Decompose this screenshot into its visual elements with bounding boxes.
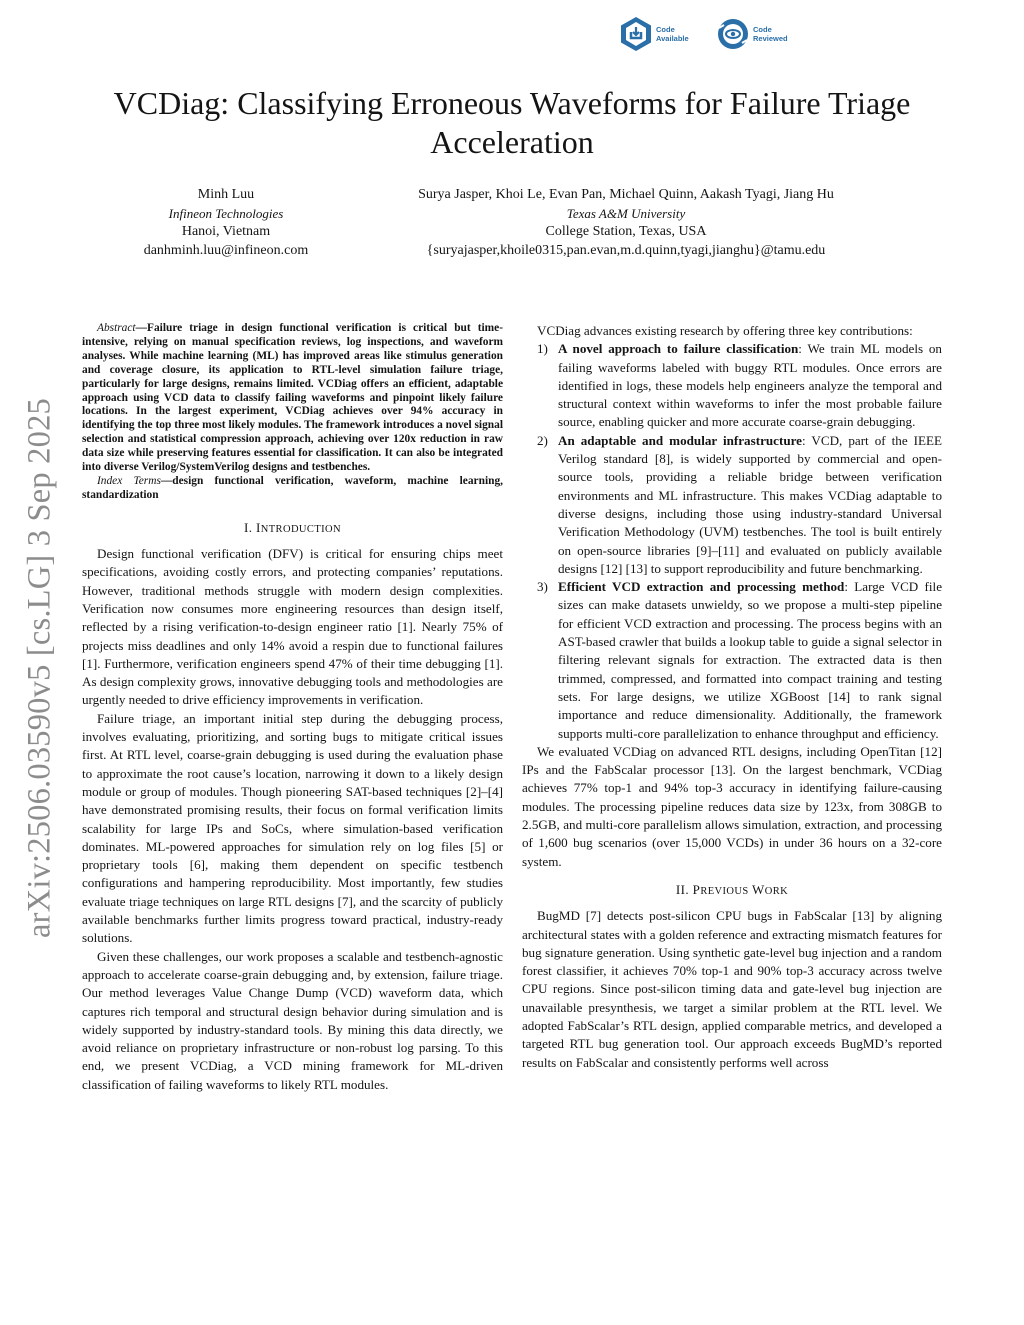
code-available-badge[interactable]	[619, 16, 689, 52]
author-block-1	[128, 186, 324, 260]
section-heading-previous-work: II. PREVIOUS WORK	[675, 881, 789, 897]
author-email[interactable]: danhminh.luu@infineon.com	[143, 242, 309, 258]
right-column	[522, 322, 942, 1072]
author-location: Hanoi, Vietnam	[181, 224, 271, 240]
index-terms-text: —design functional verification, waveform, machine learning, standardization	[82, 474, 503, 501]
code-available-icon	[619, 16, 653, 52]
section-heading-introduction: I. INTRODUCTION	[243, 519, 341, 535]
previous-work-paragraph: BugMD [7] detects post-silicon CPU bugs in FabScalar [13] by aligning architectural states with a golden reference and extracting mismatch features for bug signature generation. Using synthetic gate-level bug injection and a random forest classifier, it achieves 70% top-1 and 90% top-3 accuracy across twelve CPU regions. Since post-silicon timing data and gate-level bug injection are unavailable presynthesis, we target a similar problem at the RTL level. We adopted FabScalar’s RTL design, applied comparable metrics, and developed a targeted RTL bug generation tool. Our approach exceeds BugMD’s reported results on FabScalar and consistently performs well across	[522, 908, 942, 1070]
left-column	[82, 322, 503, 1094]
evaluation-paragraph: We evaluated VCDiag on advanced RTL designs, including OpenTitan [12] IPs and the FabScalar processor [13]. On the largest benchmark, VCDiag achieves 77% top-1 and 94% top-3 accuracy in identifying failure-causing modules. The processing pipeline reduces data size by 123x, from 308GB to 2.5GB, and multi-core parallelism allows simulation, extraction, and processing of 1,600 bug scenarios (over 15,000 VCDs) in under 36 hours on a 32-core system.	[522, 743, 942, 869]
index-terms-label: Index Terms	[97, 474, 161, 487]
author-name: Surya Jasper, Khoi Le, Evan Pan, Michael Quinn, Aakash Tyagi, Jiang Hu	[418, 187, 834, 202]
arxiv-identifier: arXiv:2506.03590v5 [cs.LG] 3 Sep 2025	[21, 398, 58, 938]
author-name: Minh Luu	[197, 187, 255, 202]
contribution-item: 1) A novel approach to failure classification: We train ML models on failing waveforms labeled with buggy RTL modules. Once errors are identified in logs, these models help engineers analyze the temporal and structural context within waveforms to infer the most probable failure source, enabling quicker and more accurate coarse-grain debugging.	[537, 341, 942, 430]
paper-title: VCDiag: Classifying Erroneous Waveforms for Failure Triage Acceleration	[113, 85, 911, 160]
author-email[interactable]: {suryajasper,khoile0315,pan.evan,m.d.quinn,tyagi,jianghu}@tamu.edu	[426, 242, 826, 258]
contributions-list	[522, 340, 942, 743]
intro-paragraph-1: Design functional verification (DFV) is critical for ensuring chips meet specifications, avoiding costly errors, and protecting companies’ reputations. However, traditional methods struggle with modern design complexities. Verification now consumes more engineering resources than design itself, reflected by a rising verification-to-design engineer ratio [1]. Nearly 75% of projects miss deadlines and only 14% avoid a respin due to functional failures [1]. Furthermore, verification engineers spend 47% of their time debugging [1]. As design complexity grows, innovative debugging tools and methodologies are urgently needed to drive efficiency improvements in verification.	[82, 546, 503, 708]
code-available-label: Code Available	[656, 25, 689, 43]
author-location: College Station, Texas, USA	[545, 224, 707, 240]
intro-paragraph-3: Given these challenges, our work proposes a scalable and testbench-agnostic approach to accelerate coarse-grain debugging and, by extension, failure triage. Our method leverages Value Change Dump (VCD) waveform data, which captures rich temporal and structural design behavior during simulation and is widely supported by industry-standard tools. By mining this data directly, we avoid reliance on proprietary infrastructure or non-robust log parsing. To this end, we present VCDiag, a VCD mining framework for ML-driven classification of failing waveforms to likely RTL modules.	[82, 948, 503, 1092]
author-block-2	[356, 186, 896, 260]
code-reviewed-label: Code Reviewed	[753, 25, 788, 43]
code-reviewed-badge[interactable]	[716, 16, 788, 52]
contribution-item: 3) Efficient VCD extraction and processing method: Large VCD file sizes can make datasets unwieldy, so we propose a multi-step pipeline for efficient VCD extraction and processing. The process begins with an AST-based crawler that builds a lookup table to guide a signal selector in filtering relevant signals for extraction. The extracted data is then trimmed, compressed, and formatted into compact training and testing sets. For large designs, we utilize XGBoost [14] to rank signal importance and reduce dimensionality. Additionally, the framework supports multi-core parallelization to enhance throughput and efficiency.	[537, 579, 943, 741]
intro-paragraph-2: Failure triage, an important initial step during the debugging process, involves evaluating, prioritizing, and sorting bugs to mitigate critical issues first. At RTL level, coarse-grain debugging is used during the evaluation phase to approximate the root cause’s location, narrowing it down to a likely design module or group of modules. Though pioneering SAT-based techniques [2]–[4] have demonstrated promising results, their focus on formal verification limits scalability for large IPs and SoCs, where simulation-based verification dominates. ML-powered approaches for simulation rely on log files [5] or proprietary tools [6], making them dependent on specific testbench configurations and hampering reproducibility. Most importantly, few studies evaluate triage techniques on large RTL designs [7], and the scarcity of publicly available benchmarks further limits progress toward practical, industry-ready solutions.	[82, 710, 503, 946]
abstract-text: —Failure triage in design functional verification is critical but time-intensive, relying on manual specification reviews, log inspections, and waveform analyses. While machine learning (ML) has improved areas like stimulus generation and coverage closure, its application to RTL-level simulation failure triage, particularly for large designs, remains limited. VCDiag offers an efficient, adaptable approach using VCD data to classify failing waveforms and pinpoint likely failure locations. In the largest experiment, VCDiag achieves over 94% accuracy in identifying the top three most likely modules. The framework introduces a novel signal selection and statistical compression approach, achieving over 120x reduction in raw data size while preserving features essential for classification. It can also be integrated into diverse Verilog/SystemVerilog designs and testbenches.	[82, 322, 503, 474]
author-affiliation: Infineon Technologies	[168, 205, 284, 221]
arxiv-side-stamp	[20, 378, 60, 958]
contribution-item: 2) An adaptable and modular infrastructure: VCD, part of the IEEE Verilog standard [8], is widely supported by commercial and open-source tools, providing a reliable bridge between verification environments and ML infrastructure. This makes VCDiag adaptable to diverse designs, including those using industry-standard Universal Verification Methodology (UVM) testbenches. The tool is built entirely on open-source libraries [9]–[11] and evaluated on publicly available designs [12] [13] to support reproducibility and future benchmarking.	[537, 432, 942, 576]
abstract	[82, 322, 503, 503]
contributions-intro: VCDiag advances existing research by offering three key contributions:	[537, 323, 913, 338]
abstract-label: Abstract	[97, 322, 136, 334]
code-reviewed-icon	[716, 16, 750, 52]
author-affiliation: Texas A&M University	[566, 205, 686, 221]
